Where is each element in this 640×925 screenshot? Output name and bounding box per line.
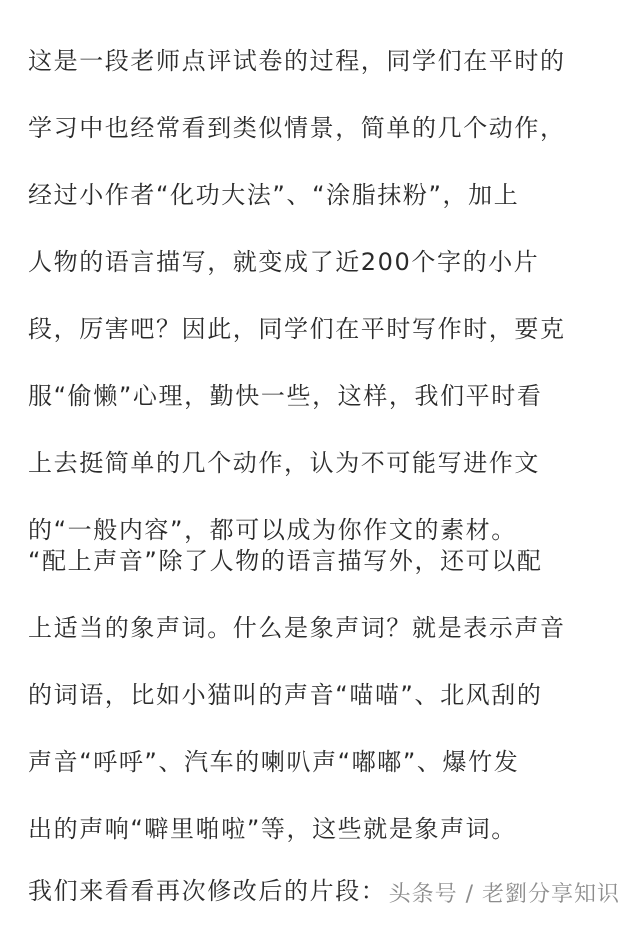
text-line: 人物的语言描写，就变成了近200个字的小片 bbox=[28, 248, 540, 276]
paragraph-2 bbox=[28, 528, 618, 863]
text-line: 的词语，比如小猫叫的声音“喵喵”、北风刮的 bbox=[28, 681, 543, 709]
text-line: 我们来看看再次修改后的片段： bbox=[28, 877, 387, 905]
text-line: 学习中也经常看到类似情景，简单的几个动作， bbox=[28, 114, 566, 142]
text-line: 服“偷懒”心理，勤快一些，这样，我们平时看 bbox=[28, 382, 543, 410]
text-line: 声音“呼呼”、汽车的喇叭声“嘟嘟”、爆竹发 bbox=[28, 748, 520, 776]
text-line: 段，厉害吧？因此，同学们在平时写作时，要克 bbox=[28, 315, 566, 343]
text-line: 上去挺简单的几个动作，认为不可能写进作文 bbox=[28, 449, 540, 477]
text-line: 这是一段老师点评试卷的过程，同学们在平时的 bbox=[28, 47, 566, 75]
paragraph-1 bbox=[28, 28, 618, 564]
watermark: 头条号 / 老劉分享知识 bbox=[387, 877, 622, 908]
text-line: 的“一般内容”，都可以成为你作文的素材。 bbox=[28, 516, 517, 544]
text-line: 经过小作者“化功大法”、“涂脂抹粉”，加上 bbox=[28, 181, 520, 209]
text-line: 上适当的象声词。什么是象声词？就是表示声音 bbox=[28, 614, 566, 642]
text-line: “配上声音”除了人物的语言描写外，还可以配 bbox=[28, 547, 543, 575]
text-line: 出的声响“噼里啪啦”等，这些就是象声词。 bbox=[28, 815, 517, 843]
